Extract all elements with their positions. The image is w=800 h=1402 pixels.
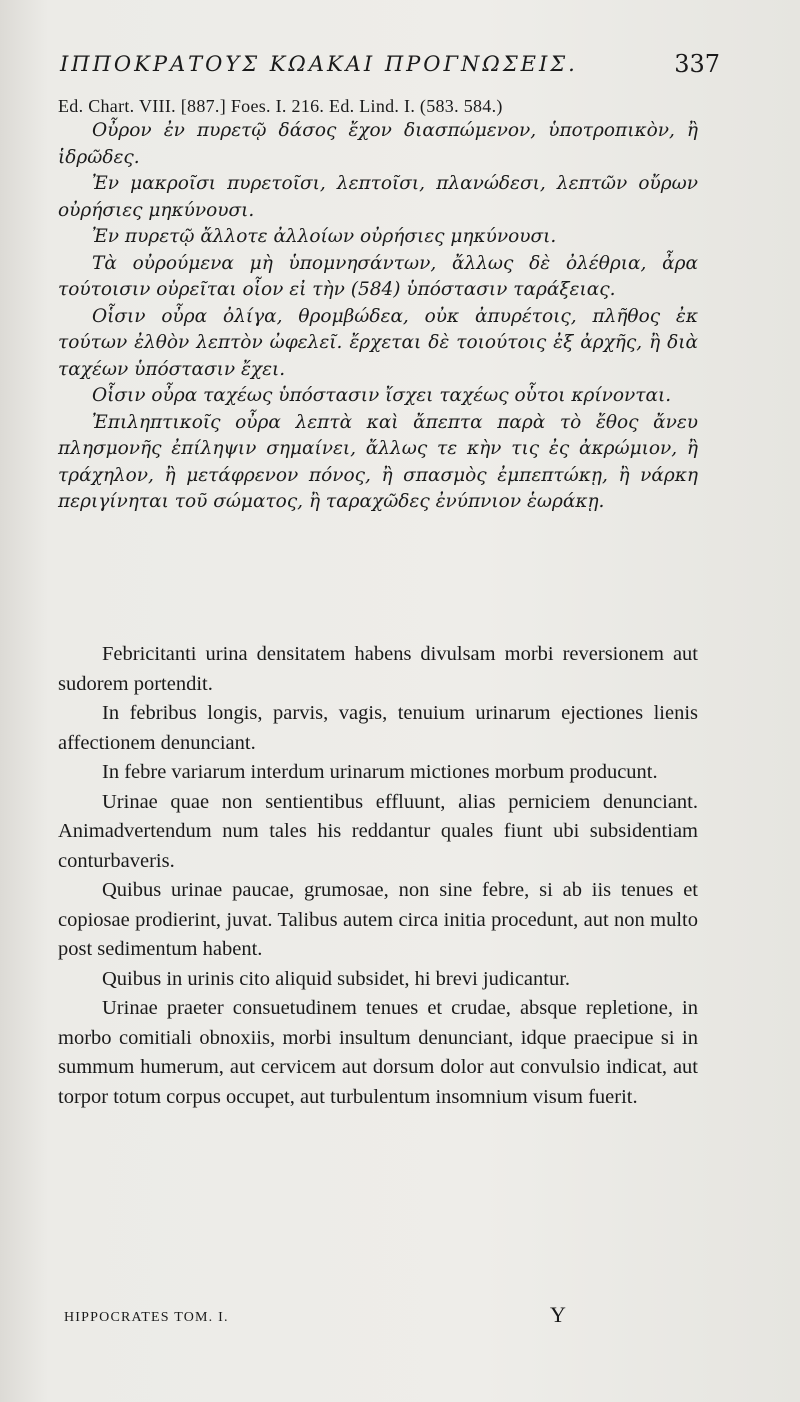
- greek-paragraph: Οὖρον ἐν πυρετῷ δάσος ἔχον διασπώμενον, ὑποτροπικὸν, ἢ ἱδρῶδες.: [58, 120, 698, 168]
- footer-volume: HIPPOCRATES TOM. I.: [64, 1310, 229, 1325]
- latin-paragraph: Quibus urinae paucae, grumosae, non sine febre, si ab iis tenues et copiosae prodierint, juvat. Talibus autem circa initia procedunt, aut non multo post sedimentum habent.: [58, 879, 698, 960]
- latin-paragraph: Quibus in urinis cito aliquid subsidet, hi brevi judicantur.: [102, 967, 571, 990]
- latin-paragraph: Urinae praeter consuetudinem tenues et crudae, absque repletione, in morbo comitiali obnoxiis, morbi insultum denunciant, idque praecipue si in summum humerum, aut cervicem aut dorsum dolor aut convulsio indicat, aut torpor totum corpus occupet, aut turbulentum insomnium visum fuerit.: [58, 997, 698, 1108]
- running-head-title: ΙΠΠΟΚΡΑΤΟΥΣ ΚΩΑΚΑΙ ΠΡΟΓΝΩΣΕΙΣ.: [60, 52, 578, 76]
- greek-paragraph: Οἷσιν οὖρα ταχέως ὑπόστασιν ἴσχει ταχέως οὗτοι κρίνονται.: [92, 385, 672, 406]
- greek-paragraph: Ἐν μακροῖσι πυρετοῖσι, λεπτοῖσι, πλανώδεσι, λεπτῶν οὔρων οὐρήσιες μηκύνουσι.: [58, 173, 698, 221]
- latin-paragraph: Febricitanti urina densitatem habens divulsam morbi reversionem aut sudorem portendit.: [58, 643, 698, 695]
- greek-paragraph: Τὰ οὐρούμενα μὴ ὑπομνησάντων, ἄλλως δὲ ὀλέθρια, ἆρα τούτοισιν οὐρεῖται οἷον εἰ τὴν (584) ὑπόστασιν ταράξειας.: [58, 252, 698, 300]
- page-number: 337: [674, 50, 720, 78]
- greek-paragraph: Οἷσιν οὖρα ὀλίγα, θρομβώδεα, οὐκ ἀπυρέτοις, πλῆθος ἐκ τούτων ἐλθὸν λεπτὸν ὠφελεῖ. ἔρχεται δὲ τοιούτοις ἐξ ἀρχῆς, ἢ διὰ ταχέων ὑπόστασιν ἔχει.: [58, 305, 698, 380]
- signature-mark: Y: [550, 1302, 566, 1327]
- greek-paragraph: Ἐν πυρετῷ ἄλλοτε ἀλλοίων οὐρήσιες μηκύνουσι.: [92, 226, 557, 247]
- running-head: [60, 52, 720, 76]
- latin-paragraph: In febre variarum interdum urinarum mictiones morbum producunt.: [102, 761, 658, 783]
- greek-text: [58, 118, 698, 516]
- latin-text: [58, 640, 698, 1112]
- edition-references: Ed. Chart. VIII. [887.] Foes. I. 216. Ed. Lind. I. (583. 584.): [58, 96, 503, 116]
- latin-paragraph: Urinae quae non sentientibus effluunt, alias perniciem denunciant. Animadvertendum num tales his reddantur quales fiunt ubi subsidentiam conturbaveris.: [58, 790, 698, 872]
- latin-paragraph: In febribus longis, parvis, vagis, tenuium urinarum ejectiones lienis affectionem denunciant.: [58, 702, 698, 754]
- greek-paragraph: Ἐπιληπτικοῖς οὖρα λεπτὰ καὶ ἄπεπτα παρὰ τὸ ἔθος ἄνευ πλησμονῆς ἐπίληψιν σημαίνει, ἄλλως τε κὴν τις ἐς ἀκρώμιον, ἢ τράχηλον, ἢ μετάφρενον πόνος, ἢ σπασμὸς ἐμπεπτώκῃ, ἢ νάρκη περιγίνηται τοῦ σώματος, ἢ ταραχῶδες ἐνύπνιον ἑωράκῃ.: [58, 411, 698, 512]
